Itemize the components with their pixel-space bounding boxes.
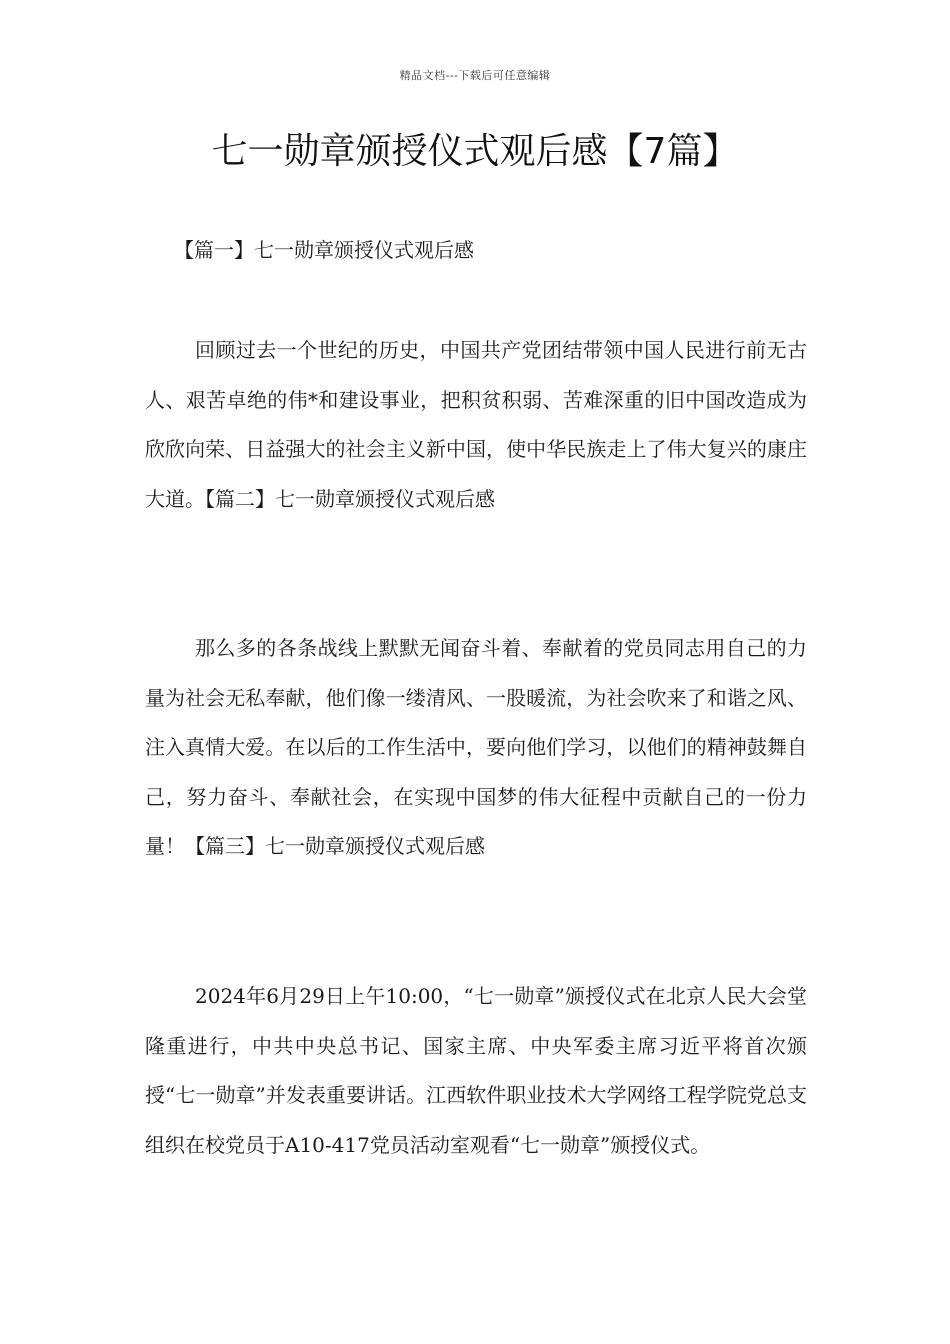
- paragraph-2: 那么多的各条战线上默默无闻奋斗着、奉献着的党员同志用自己的力量为社会无私奉献，他们像一缕清风、一股暖流，为社会吹来了和谐之风、注入真情大爱。在以后的工作生活中，要向他们学习，以他们的精神鼓舞自己，努力奋斗、奉献社会，在实现中国梦的伟大征程中贡献自己的一份力量！【篇三】七一勋章颁授仪式观后感: [145, 636, 807, 858]
- header-note: 精品文档---下载后可任意编辑: [399, 69, 551, 82]
- section-heading: 【篇一】七一勋章颁授仪式观后感: [174, 238, 474, 262]
- paragraph-1: 回顾过去一个世纪的历史，中国共产党团结带领中国人民进行前无古人、艰苦卓绝的伟*和建设事业，把积贫积弱、苦难深重的旧中国改造成为欣欣向荣、日益强大的社会主义新中国，使中华民族走上了伟大复兴的康庄大道。【篇二】七一勋章颁授仪式观后感: [145, 338, 807, 511]
- paragraph-3: 2024年6月29日上午10:00，“七一勋章”颁授仪式在北京人民大会堂隆重进行，中共中央总书记、国家主席、中央军委主席习近平将首次颁授“七一勋章”并发表重要讲话。江西软件职业技术大学网络工程学院党总支组织在校党员于A10-417党员活动室观看“七一勋章”颁授仪式。: [145, 984, 807, 1157]
- document-title: 七一勋章颁授仪式观后感【7篇】: [211, 131, 739, 172]
